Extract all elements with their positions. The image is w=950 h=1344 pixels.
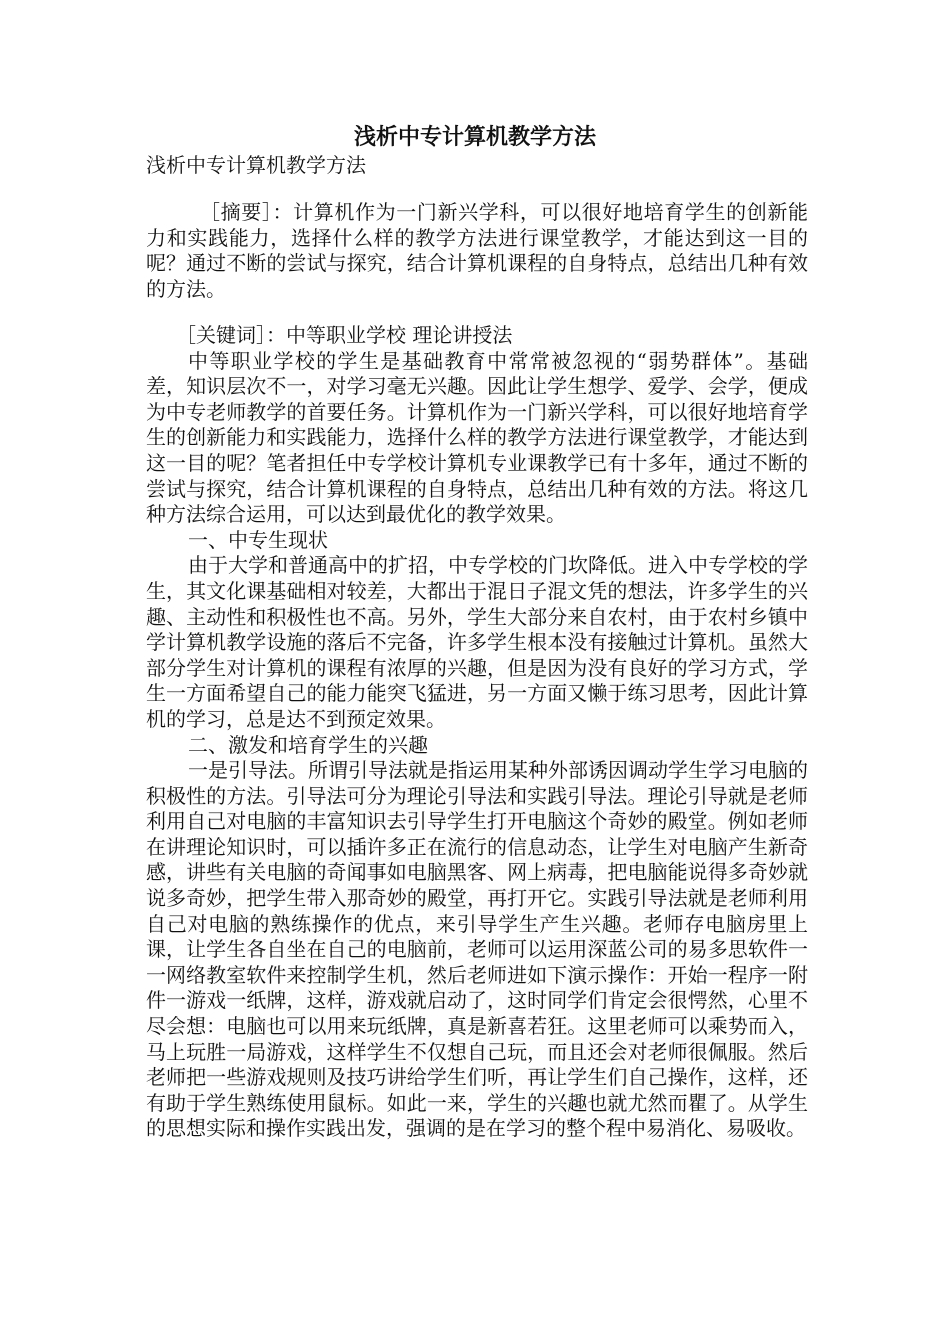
document-subtitle: 浅析中专计算机教学方法	[146, 153, 366, 177]
section-heading-1: 一、中专生现状	[188, 527, 328, 552]
keywords-line: ［关键词］：中等职业学校 理论讲授法	[176, 323, 513, 347]
section-1-paragraph: 由于大学和普通高中的扩招，中专学校的门坎降低。进入中专学校的学生，其文化课基础相对较差，大都出于混日子混文凭的想法，许多学生的兴趣、主动性和积极性也不高。另外，学生大部分来自农村，由于农村乡镇中学计算机教学设施的落后不完备，许多学生根本没有接触过计算机。虽然大部分学生对计算机的课程有浓厚的兴趣，但是因为没有良好的学习方式，学生一方面希望自己的能力能突飞猛进，另一方面又懒于练习思考，因此计算机的学习，总是达不到预定效果。	[146, 553, 808, 731]
section-2-paragraph: 一是引导法。所谓引导法就是指运用某种外部诱因调动学生学习电脑的积极性的方法。引导法可分为理论引导法和实践引导法。理论引导就是老师利用自己对电脑的丰富知识去引导学生打开电脑这个奇妙的殿堂。例如老师在讲理论知识时，可以插许多正在流行的信息动态，让学生对电脑产生新奇感，讲些有关电脑的奇闻事如电脑黑客、网上病毒，把电脑能说得多奇妙就说多奇妙，把学生带入那奇妙的殿堂，再打开它。实践引导法就是老师利用自己对电脑的熟练操作的优点，来引导学生产生兴趣。老师存电脑房里上课，让学生各自坐在自己的电脑前，老师可以运用深蓝公司的易多思软件一一网络教室软件来控制学生机，然后老师进如下演示操作：开始一程序一附件一游戏一纸牌，这样，游戏就启动了，这时同学们肯定会很愕然，心里不尽会想：电脑也可以用来玩纸牌，真是新喜若狂。这里老师可以乘势而入，马上玩胜一局游戏，这样学生不仅想自己玩，而且还会对老师很佩服。然后老师把一些游戏规则及技巧讲给学生们听，再让学生们自己操作，这样，还有助于学生熟练使用鼠标。如此一来，学生的兴趣也就尤然而瞿了。从学生的思想实际和操作实践出发，强调的是在学习的整个程中易消化、易吸收。	[146, 758, 808, 1141]
intro-paragraph: 中等职业学校的学生是基础教育中常常被忽视的“弱势群体”。基础差，知识层次不一，对学习毫无兴趣。因此让学生想学、爱学、会学，便成为中专老师教学的首要任务。计算机作为一门新兴学科，可以很好地培育学生的创新能力和实践能力，选择什么样的教学方法进行课堂教学，才能达到这一目的呢？笔者担任中专学校计算机专业课教学已有十多年，通过不断的尝试与探究，结合计算机课程的自身特点，总结出几种有效的方法。将这几种方法综合运用，可以达到最优化的教学效果。	[146, 348, 808, 527]
abstract-paragraph: ［摘要］：计算机作为一门新兴学科，可以很好地培育学生的创新能力和实践能力，选择什么样的教学方法进行课堂教学，才能达到这一目的呢？通过不断的尝试与探究，结合计算机课程的自身特点，总结出几种有效的方法。	[146, 200, 808, 301]
document-title: 浅析中专计算机教学方法	[353, 124, 596, 150]
section-heading-2: 二、激发和培育学生的兴趣	[188, 732, 428, 757]
body-text	[146, 323, 808, 1142]
